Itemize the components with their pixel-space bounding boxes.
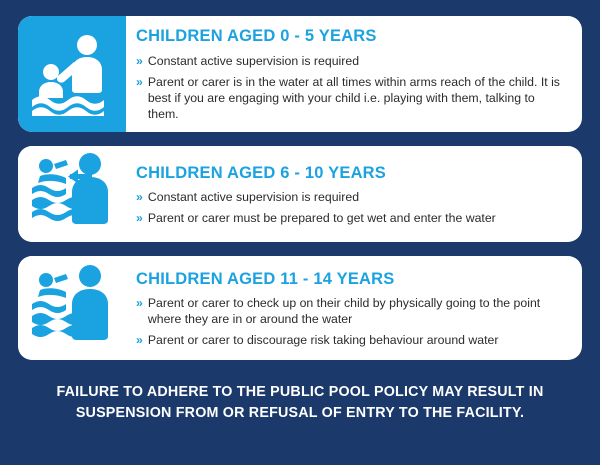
adult-standing-beside-swimming-child-icon xyxy=(24,256,120,360)
supervision-card-0-5 xyxy=(18,16,582,132)
footer-line-2: SUSPENSION FROM OR REFUSAL OF ENTRY TO THE FACILITY. xyxy=(75,404,525,421)
bullet-item xyxy=(136,295,566,327)
bullet-text: Constant active supervision is required xyxy=(147,189,360,204)
bullet-text: Parent or carer must be prepared to get wet and enter the water xyxy=(147,211,496,226)
content-cell-11-14 xyxy=(126,256,582,360)
footer-warning xyxy=(18,374,582,423)
card-title-11-14: CHILDREN AGED 11 - 14 YEARS xyxy=(136,269,395,288)
icon-cell-11-14 xyxy=(18,256,126,360)
supervision-card-6-10 xyxy=(18,146,582,242)
bullet-marker-icon: » xyxy=(136,295,143,310)
icon-cell-0-5 xyxy=(18,16,126,132)
adult-watching-swimming-child-arrow-icon xyxy=(24,146,120,242)
bullet-marker-icon: » xyxy=(136,333,143,348)
bullet-text: Parent or carer to discourage risk taking behaviour around water xyxy=(147,333,499,348)
bullet-item xyxy=(136,189,566,205)
bullet-marker-icon: » xyxy=(136,189,143,204)
bullet-item xyxy=(136,74,566,123)
bullet-item xyxy=(136,210,566,226)
bullet-marker-icon: » xyxy=(136,211,143,226)
icon-cell-6-10 xyxy=(18,146,126,242)
bullet-marker-icon: » xyxy=(136,74,143,89)
footer-line-1: FAILURE TO ADHERE TO THE PUBLIC POOL POLICY MAY RESULT IN xyxy=(56,384,544,400)
card-title-6-10: CHILDREN AGED 6 - 10 YEARS xyxy=(136,163,387,182)
bullet-text: Parent or carer is in the water at all times within arms reach of the child. It is best if you are engaging with your child i.e. playing with them, talking to them. xyxy=(147,74,560,122)
content-cell-0-5 xyxy=(126,16,582,132)
card-title-0-5: CHILDREN AGED 0 - 5 YEARS xyxy=(136,27,377,46)
bullet-item xyxy=(136,332,566,348)
supervision-card-11-14 xyxy=(18,256,582,360)
bullet-text: Parent or carer to check up on their child by physically going to the point where they are in or around the water xyxy=(147,295,541,326)
content-cell-6-10 xyxy=(126,146,582,242)
bullet-marker-icon: » xyxy=(136,53,143,68)
bullet-text: Constant active supervision is required xyxy=(147,53,360,68)
adult-supervising-child-in-water-icon xyxy=(24,16,120,132)
bullet-item xyxy=(136,53,566,69)
